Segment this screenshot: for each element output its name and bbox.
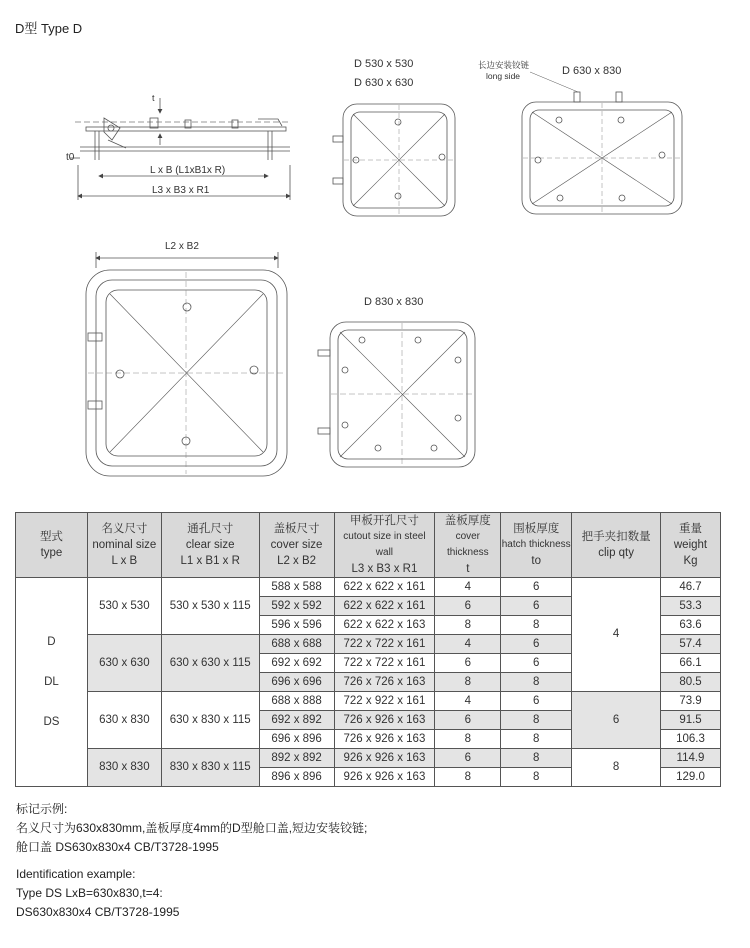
hatch-thickness-cell: 8 — [501, 711, 572, 730]
type-value: DS — [43, 716, 60, 728]
dim-t-label: t — [152, 93, 155, 103]
table-row — [16, 749, 721, 768]
specification-table — [15, 512, 721, 787]
cover-size-cell: 596 x 596 — [259, 616, 334, 635]
cutout-size-cell: 622 x 622 x 161 — [334, 578, 435, 597]
header-cn: 通孔尺寸 — [187, 523, 234, 535]
cutout-size-cell: 726 x 926 x 163 — [334, 730, 435, 749]
header-en: nominal size — [92, 539, 157, 551]
page-title: D型 Type D — [15, 21, 83, 36]
table-body — [16, 578, 721, 787]
header-symbol: L3 x B3 x R1 — [351, 563, 418, 575]
header-cn: 围板厚度 — [513, 523, 560, 535]
cover-thickness-cell: 4 — [435, 578, 501, 597]
weight-cell: 46.7 — [661, 578, 721, 597]
header-cn: 把手夹扣数量 — [581, 531, 651, 543]
weight-cell: 73.9 — [661, 692, 721, 711]
header-en: hatch thickness — [501, 539, 571, 550]
cutout-size-cell: 726 x 926 x 163 — [334, 711, 435, 730]
header-symbol: t — [466, 563, 470, 575]
weight-cell: 80.5 — [661, 673, 721, 692]
cover-size-cell: 696 x 896 — [259, 730, 334, 749]
hatch-thickness-cell: 6 — [501, 597, 572, 616]
header-cell — [87, 513, 161, 578]
header-cell — [334, 513, 435, 578]
note-en-line1: Type DS LxB=630x830,t=4: — [16, 886, 163, 900]
hatch-thickness-cell: 6 — [501, 692, 572, 711]
cover-size-cell: 692 x 692 — [259, 654, 334, 673]
weight-cell: 129.0 — [661, 768, 721, 787]
identification-notes — [16, 800, 367, 922]
cover-thickness-cell: 6 — [435, 711, 501, 730]
weight-cell: 114.9 — [661, 749, 721, 768]
cover-size-cell: 896 x 896 — [259, 768, 334, 787]
large-plan-view — [86, 252, 287, 476]
cutout-size-cell: 926 x 926 x 163 — [334, 768, 435, 787]
header-cell — [572, 513, 661, 578]
cover-size-cell: 692 x 892 — [259, 711, 334, 730]
cutout-size-cell: 722 x 722 x 161 — [334, 654, 435, 673]
header-en: cutout size in steel wall — [343, 531, 426, 558]
cover-thickness-cell: 8 — [435, 768, 501, 787]
hatch-view-830-830 — [318, 322, 475, 467]
hatch-thickness-cell: 8 — [501, 749, 572, 768]
cover-size-cell: 696 x 696 — [259, 673, 334, 692]
dim-l3b3-label: L3 x B3 x R1 — [152, 185, 210, 196]
hatch-thickness-cell: 6 — [501, 635, 572, 654]
header-cn: 重量 — [679, 523, 702, 535]
hatch-thickness-cell: 8 — [501, 616, 572, 635]
header-symbol: Kg — [683, 555, 698, 567]
cover-thickness-cell: 8 — [435, 673, 501, 692]
header-cell — [501, 513, 572, 578]
cover-thickness-cell: 8 — [435, 730, 501, 749]
cover-thickness-cell: 4 — [435, 692, 501, 711]
hatch-thickness-cell: 6 — [501, 654, 572, 673]
label-d630: D 630 x 630 — [354, 77, 414, 89]
weight-cell: 66.1 — [661, 654, 721, 673]
header-cn: 盖板厚度 — [444, 515, 491, 527]
cover-thickness-cell: 6 — [435, 654, 501, 673]
cover-thickness-cell: 6 — [435, 597, 501, 616]
note-en-heading: Identification example: — [16, 867, 136, 881]
hatch-view-530-630 — [333, 104, 455, 216]
table-header-row — [16, 513, 721, 578]
type-value: D — [47, 636, 56, 648]
header-cell — [16, 513, 88, 578]
weight-cell: 57.4 — [661, 635, 721, 654]
note-cn-heading: 标记示例: — [16, 802, 68, 816]
dim-t0-label: t0 — [66, 152, 75, 163]
clip-qty-cell: 8 — [572, 749, 661, 787]
header-cell — [259, 513, 334, 578]
label-hinge-en: long side — [486, 71, 521, 81]
clear-size-cell: 830 x 830 x 115 — [161, 749, 259, 787]
cover-size-cell: 588 x 588 — [259, 578, 334, 597]
note-cn-line1: 名义尺寸为630x830mm,盖板厚度4mm的D型舱口盖,短边安装铰链; — [16, 821, 368, 835]
weight-cell: 106.3 — [661, 730, 721, 749]
cover-thickness-cell: 8 — [435, 616, 501, 635]
header-en: type — [40, 547, 63, 559]
cover-size-cell: 892 x 892 — [259, 749, 334, 768]
hatch-view-630-830 — [522, 72, 682, 214]
header-cn: 型式 — [39, 531, 63, 543]
label-d630-830: D 630 x 830 — [562, 65, 622, 77]
header-en: clear size — [185, 539, 235, 551]
clear-size-cell: 630 x 830 x 115 — [161, 692, 259, 749]
label-d530: D 530 x 530 — [354, 58, 414, 70]
header-en: clip qty — [598, 547, 634, 559]
cover-size-cell: 688 x 888 — [259, 692, 334, 711]
clip-qty-cell: 4 — [572, 578, 661, 692]
weight-cell: 63.6 — [661, 616, 721, 635]
header-symbol: L x B — [111, 555, 138, 567]
cutout-size-cell: 622 x 622 x 161 — [334, 597, 435, 616]
weight-cell: 53.3 — [661, 597, 721, 616]
cutout-size-cell: 726 x 726 x 163 — [334, 673, 435, 692]
note-en-line2: DS630x830x4 CB/T3728-1995 — [16, 905, 180, 919]
table-row — [16, 692, 721, 711]
note-cn-line2: 舱口盖 DS630x830x4 CB/T3728-1995 — [16, 840, 219, 854]
header-symbol: to — [531, 555, 542, 567]
cover-size-cell: 688 x 688 — [259, 635, 334, 654]
cutout-size-cell: 622 x 622 x 163 — [334, 616, 435, 635]
hatch-thickness-cell: 8 — [501, 730, 572, 749]
header-cell — [435, 513, 501, 578]
hatch-thickness-cell: 8 — [501, 768, 572, 787]
header-en: cover thickness — [446, 531, 489, 558]
label-d830: D 830 x 830 — [364, 296, 424, 308]
header-symbol: L1 x B1 x R — [180, 555, 240, 567]
header-en: cover size — [270, 539, 323, 551]
cover-thickness-cell: 6 — [435, 749, 501, 768]
hatch-thickness-cell: 8 — [501, 673, 572, 692]
cover-thickness-cell: 4 — [435, 635, 501, 654]
clear-size-cell: 530 x 530 x 115 — [161, 578, 259, 635]
type-value: DL — [44, 676, 59, 688]
hatch-thickness-cell: 6 — [501, 578, 572, 597]
header-cn: 名义尺寸 — [101, 523, 148, 535]
nominal-size-cell: 530 x 530 — [87, 578, 161, 635]
header-cell — [161, 513, 259, 578]
dim-l2b2-label: L2 x B2 — [165, 241, 199, 252]
dim-lxb-label: L x B (L1xB1x R) — [150, 165, 226, 176]
header-cell — [661, 513, 721, 578]
weight-cell: 91.5 — [661, 711, 721, 730]
cover-size-cell: 592 x 592 — [259, 597, 334, 616]
cutout-size-cell: 722 x 922 x 161 — [334, 692, 435, 711]
clear-size-cell: 630 x 630 x 115 — [161, 635, 259, 692]
cutout-size-cell: 722 x 722 x 161 — [334, 635, 435, 654]
header-en: weight — [673, 539, 708, 551]
nominal-size-cell: 830 x 830 — [87, 749, 161, 787]
label-hinge-cn: 长边安装铰链 — [478, 60, 530, 70]
clip-qty-cell: 6 — [572, 692, 661, 749]
nominal-size-cell: 630 x 830 — [87, 692, 161, 749]
cutout-size-cell: 926 x 926 x 163 — [334, 749, 435, 768]
type-cell — [16, 578, 88, 787]
header-cn: 甲板开孔尺寸 — [349, 515, 419, 527]
table-row — [16, 578, 721, 597]
nominal-size-cell: 630 x 630 — [87, 635, 161, 692]
header-symbol: L2 x B2 — [277, 555, 317, 567]
header-cn: 盖板尺寸 — [273, 523, 320, 535]
